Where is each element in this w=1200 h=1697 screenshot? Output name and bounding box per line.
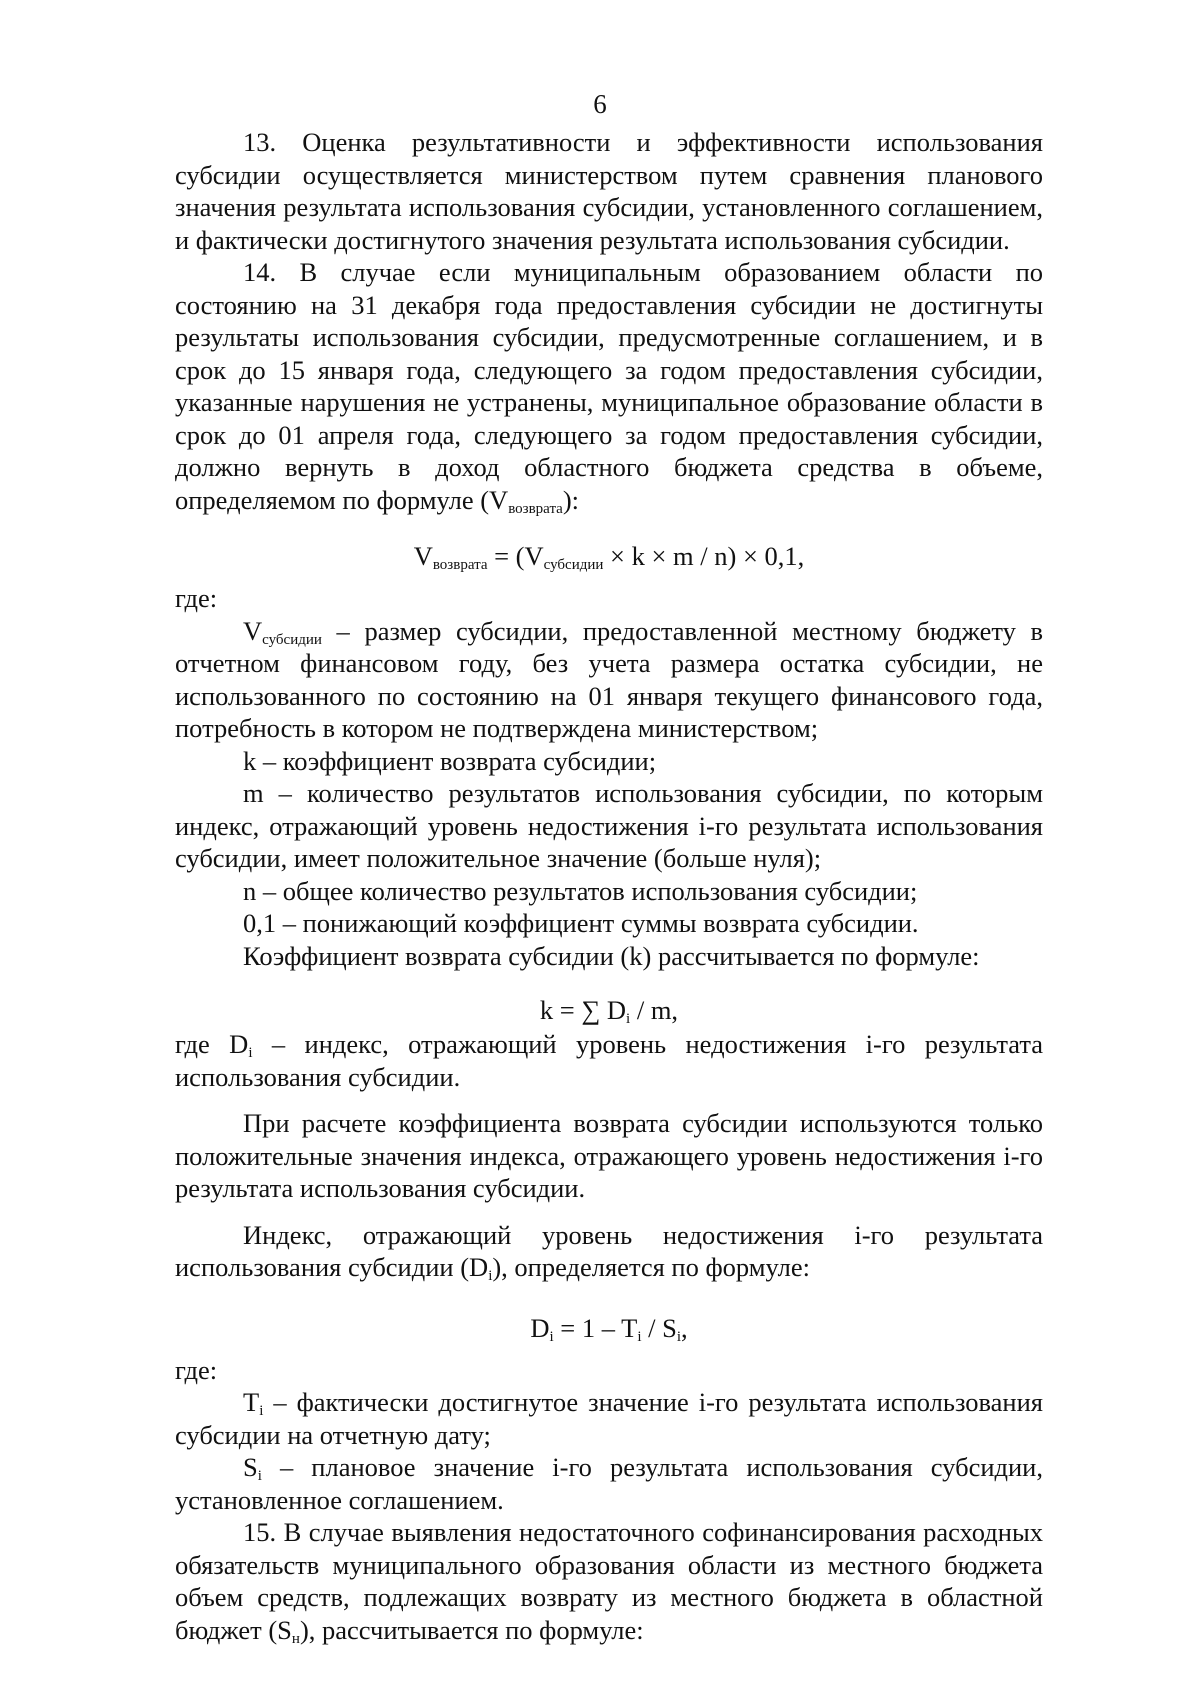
paragraph-14-end: ): bbox=[562, 484, 580, 515]
formula-di-mid1: = 1 – T bbox=[553, 1312, 638, 1343]
s-text: – плановое значение i-го результата использования субсидии, установленное соглашением. bbox=[175, 1452, 1043, 1515]
s-symbol: S bbox=[243, 1452, 258, 1482]
v-subsidy-symbol: V bbox=[243, 615, 263, 646]
k-definition: k – коэффициент возврата субсидии; bbox=[243, 745, 657, 776]
coefficient-definition: 0,1 – понижающий коэффициент суммы возврата субсидии. bbox=[243, 908, 919, 938]
paragraph-15-end: ), рассчитывается по формуле: bbox=[299, 1614, 644, 1645]
formula-v-mid: = (V bbox=[487, 541, 544, 571]
index-intro-sub: i bbox=[488, 1268, 493, 1284]
k-formula-intro: Коэффициент возврата субсидии (k) рассчитывается по формуле: bbox=[243, 940, 980, 971]
formula-di-sub1: i bbox=[549, 1328, 554, 1345]
v-subsidy-sub: субсидии bbox=[262, 631, 322, 648]
formula-di-d: D bbox=[530, 1312, 550, 1343]
s-definition bbox=[175, 1451, 1043, 1516]
di-where-pre: где D bbox=[175, 1029, 249, 1059]
v-subsidy-definition bbox=[175, 615, 1043, 745]
spacer bbox=[175, 1205, 1043, 1219]
paragraph-13: 13. Оценка результативности и эффективности использования субсидии осуществляется министерством путем сравнения планового значения результата использования субсидии, установленного соглашением, и фактически достигнутого значения результата использования субсидии. bbox=[175, 127, 1043, 255]
document-body bbox=[175, 126, 1043, 1646]
formula-k-sub: i bbox=[626, 1011, 631, 1027]
formula-v-symbol: V bbox=[413, 541, 433, 571]
di-where-sub: i bbox=[248, 1045, 253, 1061]
t-symbol: T bbox=[243, 1387, 260, 1417]
v-subsidy-text: – размер субсидии, предоставленной местному бюджету в отчетном финансовом году, без учета размера остатка субсидии, не использованного по состоянию на 01 января текущего финансового года, потребность в котором не подтверждена министерством; bbox=[175, 615, 1043, 743]
page-number: 6 bbox=[593, 89, 607, 119]
t-definition bbox=[175, 1386, 1043, 1451]
di-where-text: – индекс, отражающий уровень недостижения i-го результата использования субсидии. bbox=[175, 1029, 1043, 1092]
paragraph-15-text: 15. В случае выявления недостаточного софинансирования расходных обязательств муниципального образования области из местного бюджета объем средств, подлежащих возврату из местного бюджета в областной бюджет (S bbox=[175, 1517, 1043, 1645]
where-label-2: где: bbox=[175, 1354, 218, 1385]
paragraph-14-sub: возврата bbox=[508, 500, 563, 517]
formula-k bbox=[175, 992, 1043, 1028]
formula-di-mid2: / S bbox=[641, 1312, 677, 1343]
t-sub: i bbox=[259, 1403, 264, 1419]
formula-k-pre: k = ∑ D bbox=[539, 995, 627, 1025]
formula-di-sub3: i bbox=[676, 1328, 682, 1345]
formula-v-return bbox=[175, 538, 1043, 574]
t-text: – фактически достигнутое значение i-го результата использования субсидии на отчетную дату; bbox=[175, 1387, 1043, 1450]
paragraph-15 bbox=[175, 1516, 1043, 1646]
formula-di-sub2: i bbox=[637, 1328, 642, 1345]
positive-values-note: При расчете коэффициента возврата субсидии используются только положительные значения индекса, отражающего уровень недостижения i-го результата использования субсидии. bbox=[175, 1108, 1043, 1203]
formula-v-sub-subsidy: субсидии bbox=[543, 557, 604, 573]
paragraph-14 bbox=[175, 256, 1043, 516]
formula-di-post: , bbox=[681, 1312, 688, 1343]
formula-k-post: / m, bbox=[630, 995, 679, 1025]
formula-di bbox=[175, 1310, 1043, 1346]
paragraph-15-sub: н bbox=[291, 1630, 300, 1647]
paragraph-14-text: 14. В случае если муниципальным образованием области по состоянию на 31 декабря года предоставления субсидии не достигнуты результаты использования субсидии, предусмотренные соглашением, и в срок до 15 января года, следующего за годом предоставления субсидии, указанные нарушения не устранены, муниципальное образование области в срок до 01 апреля года, следующего за годом предоставления субсидии, должно вернуть в доход областного бюджета средства в объеме, определяемом по формуле (V bbox=[175, 257, 1043, 515]
spacer bbox=[175, 1093, 1043, 1107]
index-formula-intro bbox=[175, 1219, 1043, 1284]
s-sub: i bbox=[257, 1468, 262, 1484]
where-label-1: где: bbox=[175, 583, 218, 613]
index-intro-post: ), определяется по формуле: bbox=[492, 1252, 810, 1282]
m-definition: m – количество результатов использования субсидии, по которым индекс, отражающий уровень недостижения i-го результата использования субсидии, имеет положительное значение (больше нуля); bbox=[175, 778, 1043, 873]
index-intro-pre: Индекс, отражающий уровень недостижения i-го результата использования субсидии (D bbox=[175, 1219, 1043, 1282]
di-where-definition bbox=[175, 1028, 1043, 1093]
n-definition: n – общее количество результатов использования субсидии; bbox=[243, 875, 918, 906]
formula-v-rest: × k × m / n) × 0,1, bbox=[603, 541, 805, 571]
formula-v-sub-return: возврата bbox=[432, 557, 488, 573]
